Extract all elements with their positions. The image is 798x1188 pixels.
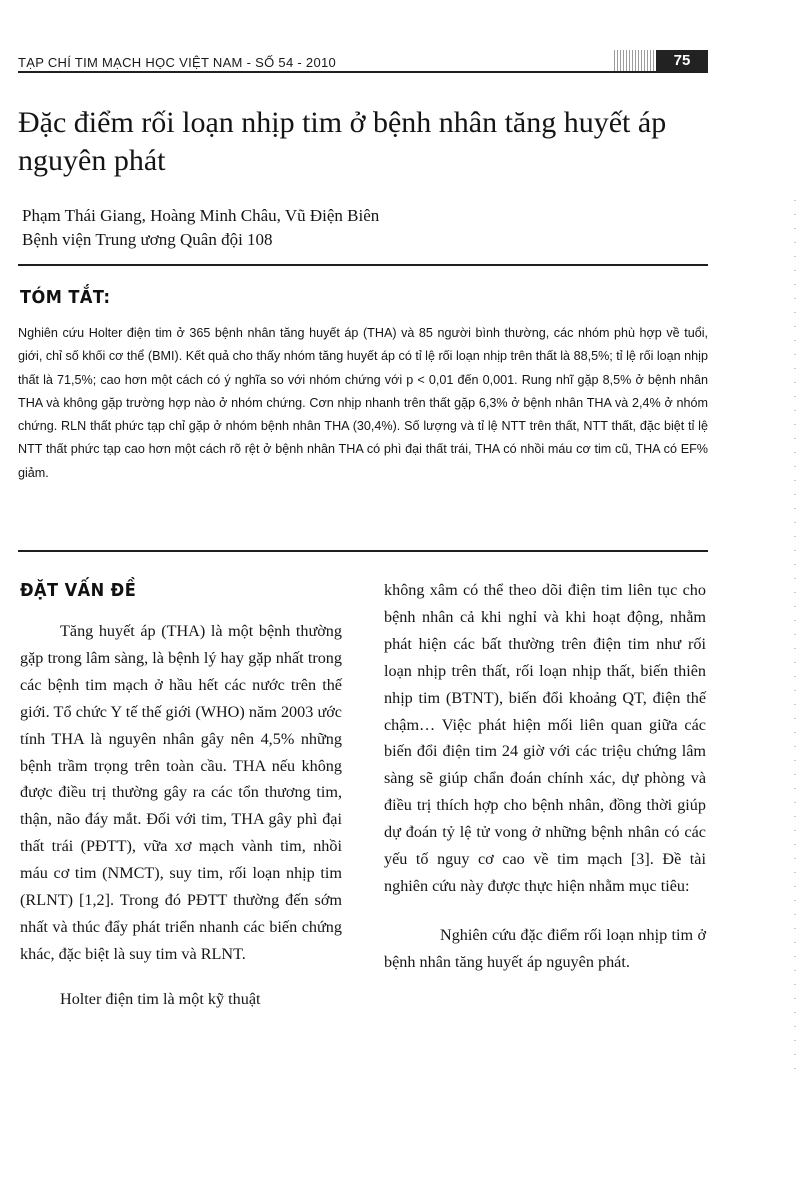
body-paragraph: không xâm có thể theo dõi điện tim liên tục cho bệnh nhân cả khi nghỉ và khi hoạt động, nhằm phát hiện các bất thường trên điện tim như rối loạn nhịp trên thất, rối loạn nhịp thất, biến thiên nhịp tim (BTNT), biến đổi khoảng QT, điện thế chậm… Việc phát hiện mối liên quan giữa các biến đổi điện tim 24 giờ với các triệu chứng lâm sàng sẽ giúp chẩn đoán chính xác, dự phòng và điều trị thích hợp cho bệnh nhân, đồng thời giúp dự đoán tỷ lệ tử vong ở những bệnh nhân có các yếu tố nguy cơ cao về tim mạch [3]. Đề tài nghiên cứu này được thực hiện nhằm mục tiêu: [384,581,706,895]
abstract-heading: TÓM TẮT: [20,287,111,308]
running-header [18,50,708,80]
page-number: 75 [656,50,708,72]
section-divider [18,264,708,266]
halftone-decoration [612,50,656,72]
header-rule [18,71,708,73]
author-list: Phạm Thái Giang, Hoàng Minh Châu, Vũ Điện Biên [22,206,380,225]
intro-heading: ĐẶT VẤN ĐỀ [20,580,137,601]
abstract-text: Nghiên cứu Holter điện tim ở 365 bệnh nhân tăng huyết áp (THA) và 85 người bình thường, các nhóm phù hợp về tuổi, giới, chỉ số khối cơ thể (BMI). Kết quả cho thấy nhóm tăng huyết áp có tỉ lệ rối loạn nhịp trên thất là 88,5%; tỉ lệ rối loạn nhịp thất là 71,5%; cao hơn một cách có ý nghĩa so với nhóm chứng với p < 0,01 đến 0,001. Rung nhĩ gặp 8,5% ở bệnh nhân THA và không gặp trường hợp nào ở nhóm chứng. Cơn nhịp nhanh trên thất gặp 6,3% ở bệnh nhân THA và 2,4% ở nhóm chứng. RLN thất phức tạp chỉ gặp ở nhóm bệnh nhân THA (30,4%). Số lượng và tỉ lệ NTT trên thất, NTT thất, đặc biệt tỉ lệ NTT thất phức tạp cao hơn một cách rõ rệt ở bệnh nhân THA có phì đại thất trái, THA có nhồi máu cơ tim cũ, THA có EF% giảm. [18,326,708,480]
article-title: Đặc điểm rối loạn nhịp tim ở bệnh nhân tăng huyết áp nguyên phát [18,106,667,177]
scan-edge-artifact [794,200,796,1080]
body-paragraph: Tăng huyết áp (THA) là một bệnh thường gặp trong lâm sàng, là bệnh lý hay gặp nhất trong các bệnh tim mạch ở hầu hết các nước trên thế giới. Tổ chức Y tế thế giới (WHO) năm 2003 ước tính THA là nguyên nhân gây nên 4,5% những bệnh trầm trọng trên toàn cầu. THA nếu không được điều trị thường gây ra các tổn thương tim, thận, não đáy mắt. Đối với tim, THA gây phì đại thất trái (PĐTT), vữa xơ mạch vành tim, nhồi máu cơ tim (NMCT), suy tim, rối loạn nhịp tim (RLNT) [1,2]. Trong đó PĐTT thường đến sớm nhất và thúc đẩy phát triển nhanh các biến chứng khác, đặc biệt là suy tim và RLNT. [20,622,342,963]
affiliation: Bệnh viện Trung ương Quân đội 108 [22,230,273,249]
body-paragraph: Holter điện tim là một kỹ thuật [60,989,261,1008]
study-objective: Nghiên cứu đặc điểm rối loạn nhịp tim ở bệnh nhân tăng huyết áp nguyên phát. [384,925,706,971]
left-column [20,618,342,1013]
section-divider [18,550,708,552]
journal-name: TẠP CHÍ TIM MẠCH HỌC VIỆT NAM - SỐ 54 - 2010 [18,55,337,70]
right-column [384,577,706,976]
